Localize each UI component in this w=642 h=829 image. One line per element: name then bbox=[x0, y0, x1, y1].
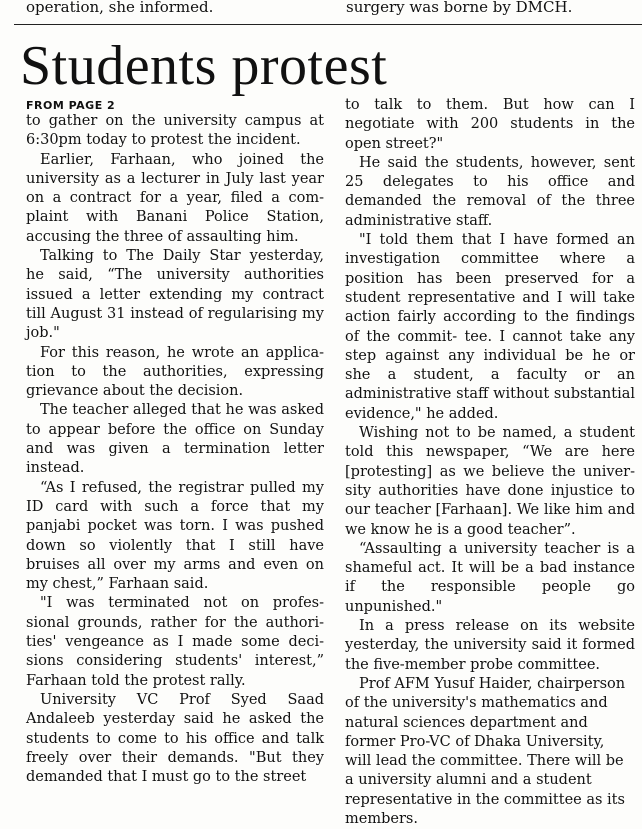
paragraph: "I was terminated not on profes- sional grounds, rather for the authori- ties' vengeance as I made some deci- sions considering students' interest,” Farhaan told the protest rally. bbox=[26, 595, 324, 689]
paragraph: “As I refused, the registrar pulled my ID card with such a force that my panjabi pocket was torn. I was pushed down so violently that I still have bruises all over my arms and even on my chest,” Farhaan said. bbox=[26, 479, 324, 593]
paragraph: to talk to them. But how can I negotiate with 200 students in the open street?" bbox=[345, 97, 635, 152]
paragraph: Wishing not to be named, a student told this newspaper, “We are here [protesting] as we believe the univer- sity authorities have done injustice to our teacher [Farhaan]. We like him and we know he is a good teacher”. bbox=[345, 425, 635, 538]
paragraph: Earlier, Farhaan, who joined the university as a lecturer in July last year on a contract for a year, filed a com- plaint with Banani Police Station, accusing the three of assaulting him. bbox=[26, 151, 324, 245]
article-column-left bbox=[26, 96, 324, 787]
right-tail-text: surgery was borne by DMCH. bbox=[346, 0, 573, 16]
paragraph: He said the students, however, sent 25 delegates to his office and demanded the removal of the three administrative staff. bbox=[345, 154, 635, 229]
left-tail-text: operation, she informed. bbox=[26, 0, 214, 16]
paragraph: Talking to The Daily Star yesterday, he said, “The university authorities issued a letter extending my contract till August 31 instead of regularising my job." bbox=[26, 248, 324, 342]
previous-article-tail bbox=[0, 0, 642, 22]
section-rule bbox=[14, 24, 642, 25]
paragraph: In a press release on its website yesterday, the university said it formed the five-member probe committee. bbox=[345, 618, 635, 673]
paragraph: For this reason, he wrote an applica- tion to the authorities, expressing grievance about the decision. bbox=[26, 344, 324, 400]
paragraph: The teacher alleged that he was asked to appear before the office on Sunday and was given a termination letter instead. bbox=[26, 402, 324, 477]
paragraph: University VC Prof Syed Saad Andaleeb yesterday said he asked the students to come to his office and talk freely over their demands. "But they demanded that I must go to the street bbox=[26, 691, 324, 786]
paragraph: "I told them that I have formed an investigation committee where a position has been preserved for a student representative and I will take action fairly according to the findings of the commit- tee. I cannot take any step against any individual be he or she a student, a faculty or an administrative staff without substantial evidence," he added. bbox=[345, 232, 635, 422]
jump-line: FROM PAGE 2 bbox=[26, 99, 116, 112]
headline: Students protest bbox=[20, 35, 388, 97]
paragraph: to gather on the university campus at 6:30pm today to protest the incident. bbox=[26, 113, 324, 149]
paragraph: Prof AFM Yusuf Haider, chairperson of the university's mathematics and natural sciences department and former Pro-VC of Dhaka University, will lead the committee. There will be a university alumni and a student representative in the committee as its members. bbox=[345, 675, 626, 827]
paragraph: “Assaulting a university teacher is a shameful act. It will be a bad instance if the responsible people go unpunished." bbox=[345, 540, 635, 615]
article-column-right bbox=[345, 96, 635, 829]
